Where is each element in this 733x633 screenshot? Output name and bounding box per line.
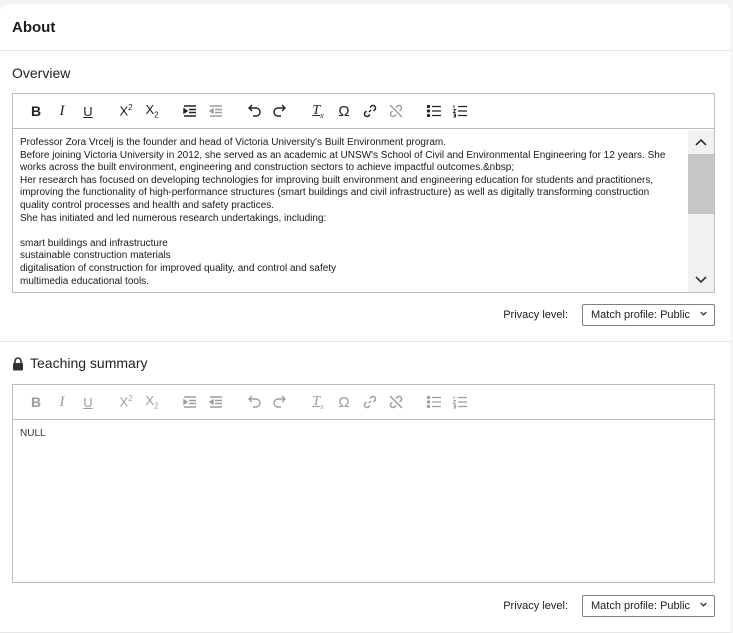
bullet-list-icon[interactable]	[421, 99, 447, 123]
underline-icon[interactable]: U	[83, 394, 93, 410]
overview-title-text: Overview	[12, 65, 71, 81]
superscript-icon[interactable]: $X^2$	[119, 394, 133, 410]
special-char-icon[interactable]: Ω	[338, 102, 350, 120]
overview-paragraph: Before joining Victoria University in 2012, she served as an academic at UNSW's School of Civil and Environmental Engineering for 12 years. She works across the built environment, engineering and construction sectors to achieve impactful outcomes.&nbsp;	[20, 149, 666, 174]
chevron-down-icon	[699, 600, 708, 612]
subscript-icon[interactable]: $X_2$	[145, 393, 159, 411]
privacy-label: Privacy level:	[503, 309, 568, 321]
italic-icon[interactable]: I	[59, 102, 65, 119]
italic-icon[interactable]: I	[59, 393, 65, 410]
overview-blank-line	[20, 225, 679, 238]
special-char-icon[interactable]: Ω	[338, 393, 350, 411]
indent-icon[interactable]	[177, 390, 203, 414]
overview-list-item: multimedia educational tools.	[20, 275, 149, 287]
privacy-value: Match profile: Public	[591, 600, 691, 612]
clear-format-icon[interactable]: $T_x$	[312, 393, 324, 411]
teaching-privacy-row	[503, 595, 715, 617]
overview-privacy-row	[503, 304, 715, 326]
subscript-icon[interactable]: $X_2$	[145, 102, 159, 120]
unlink-icon[interactable]	[383, 99, 409, 123]
overview-paragraph: She has initiated and led numerous research undertakings, including:	[20, 212, 327, 224]
lock-icon	[12, 356, 24, 370]
overview-content[interactable]	[13, 130, 714, 292]
teaching-content[interactable]	[13, 421, 714, 582]
teaching-editor[interactable]	[12, 384, 715, 583]
overview-editor[interactable]	[12, 93, 715, 293]
card-title: About	[0, 4, 731, 51]
about-card	[0, 4, 731, 633]
redo-icon[interactable]	[267, 390, 293, 414]
unlink-icon[interactable]	[383, 390, 409, 414]
numbered-list-icon[interactable]	[447, 99, 473, 123]
bold-icon[interactable]: B	[30, 103, 42, 119]
underline-icon[interactable]: U	[83, 103, 93, 119]
teaching-privacy-select[interactable]	[582, 595, 715, 617]
overview-list-item: sustainable construction materials	[20, 250, 171, 262]
scroll-down-icon[interactable]	[688, 270, 714, 290]
teaching-section	[0, 342, 731, 633]
overview-list-item: smart buildings and infrastructure	[20, 237, 168, 249]
overview-section	[0, 51, 731, 342]
bold-icon[interactable]: B	[30, 394, 42, 410]
overview-scrollbar[interactable]	[688, 130, 714, 292]
overview-list-item: digitalisation of construction for improved quality, and control and safety	[20, 262, 337, 274]
privacy-label: Privacy level:	[503, 600, 568, 612]
overview-title	[12, 51, 715, 83]
redo-icon[interactable]	[267, 99, 293, 123]
bullet-list-icon[interactable]	[421, 390, 447, 414]
undo-icon[interactable]	[241, 390, 267, 414]
outdent-icon[interactable]	[203, 99, 229, 123]
undo-icon[interactable]	[241, 99, 267, 123]
clear-format-icon[interactable]: $T_x$	[312, 102, 324, 120]
numbered-list-icon[interactable]	[447, 390, 473, 414]
teaching-title	[12, 342, 715, 373]
overview-toolbar	[13, 94, 714, 129]
overview-privacy-select[interactable]	[582, 304, 715, 326]
teaching-text: NULL	[20, 428, 46, 439]
superscript-icon[interactable]: $X^2$	[119, 103, 133, 119]
chevron-down-icon	[699, 309, 708, 321]
scroll-thumb[interactable]	[688, 154, 714, 214]
outdent-icon[interactable]	[203, 390, 229, 414]
scroll-up-icon[interactable]	[688, 132, 714, 152]
link-icon[interactable]	[357, 99, 383, 123]
overview-paragraph: Professor Zora Vrcelj is the founder and head of Victoria University's Built Environment program.	[20, 137, 446, 148]
teaching-title-text: Teaching summary	[30, 355, 148, 371]
link-icon[interactable]	[357, 390, 383, 414]
indent-icon[interactable]	[177, 99, 203, 123]
teaching-toolbar	[13, 385, 714, 420]
overview-paragraph: Her research has focused on developing technologies for improving built environment and engineering education for students and practitioners, improving the functionality of high-performance structures (smart buildings and civil infrastructure) as well as digitally transforming construction quality control processes and health and safety practices.	[20, 174, 654, 211]
privacy-value: Match profile: Public	[591, 309, 691, 321]
